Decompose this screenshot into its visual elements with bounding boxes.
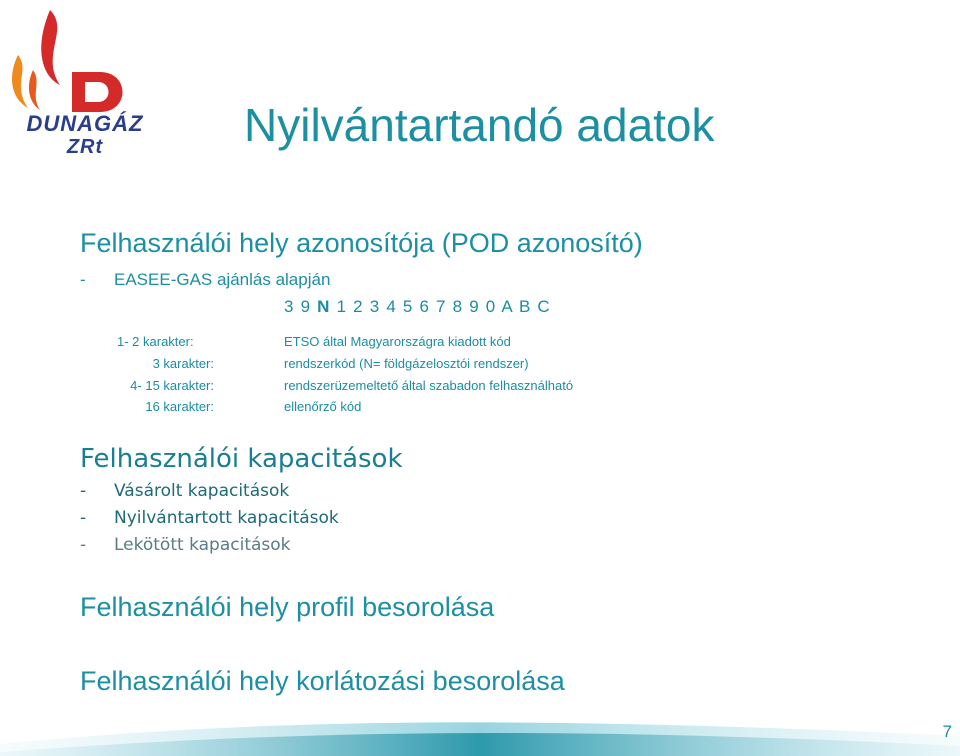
- company-logo: [0, 0, 160, 175]
- list-item: [80, 508, 339, 528]
- logo-line-1: DUNAGÁZ: [26, 111, 144, 136]
- list-item-text: Vásárolt kapacitások: [114, 481, 290, 501]
- logo-wordmark: [20, 112, 150, 158]
- bullet-dash: -: [80, 481, 87, 501]
- list-item-text: Lekötött kapacitások: [114, 535, 291, 555]
- code-letter: N: [317, 297, 331, 316]
- code-prefix: 3 9: [284, 297, 312, 316]
- pod-bullet-text: EASEE-GAS ajánlás alapján: [114, 270, 331, 289]
- definition-value-4: ellenőrző kód: [284, 399, 362, 414]
- flame-icon: [0, 0, 160, 120]
- list-item-text: Nyilvántartott kapacitások: [114, 508, 339, 528]
- logo-line-2: ZRt: [66, 136, 104, 158]
- definition-value-3: rendszerüzemeltető által szabadon felhasználható: [284, 378, 574, 393]
- slide-title: Nyilvántartandó adatok: [244, 99, 715, 151]
- definition-label-1: 1- 2 karakter:: [117, 334, 194, 349]
- pod-bullet: [80, 270, 330, 290]
- page-number: 7: [942, 722, 952, 741]
- capacity-heading: Felhasználói kapacitások: [80, 444, 403, 474]
- definition-label-3: 4- 15 karakter:: [130, 378, 214, 393]
- profile-heading: Felhasználói hely profil besorolása: [80, 592, 495, 622]
- list-item: [80, 535, 291, 555]
- restriction-heading: Felhasználói hely korlátozási besorolása: [80, 666, 565, 696]
- list-item: [80, 481, 289, 501]
- footer-wave-decoration: [0, 700, 960, 756]
- pod-code-example: [284, 297, 551, 317]
- code-suffix: 1 2 3 4 5 6 7 8 9 0 A B C: [336, 297, 551, 316]
- bullet-dash: -: [80, 270, 86, 289]
- bullet-dash: -: [80, 535, 87, 555]
- pod-heading: Felhasználói hely azonosítója (POD azonosító): [80, 228, 643, 258]
- bullet-dash: -: [80, 508, 87, 528]
- definition-label-2: 3 karakter:: [152, 356, 214, 371]
- definition-value-1: ETSO által Magyarországra kiadott kód: [284, 334, 511, 349]
- definition-value-2: rendszerkód (N= földgázelosztói rendszer): [284, 356, 529, 371]
- definition-label-4: 16 karakter:: [145, 399, 214, 414]
